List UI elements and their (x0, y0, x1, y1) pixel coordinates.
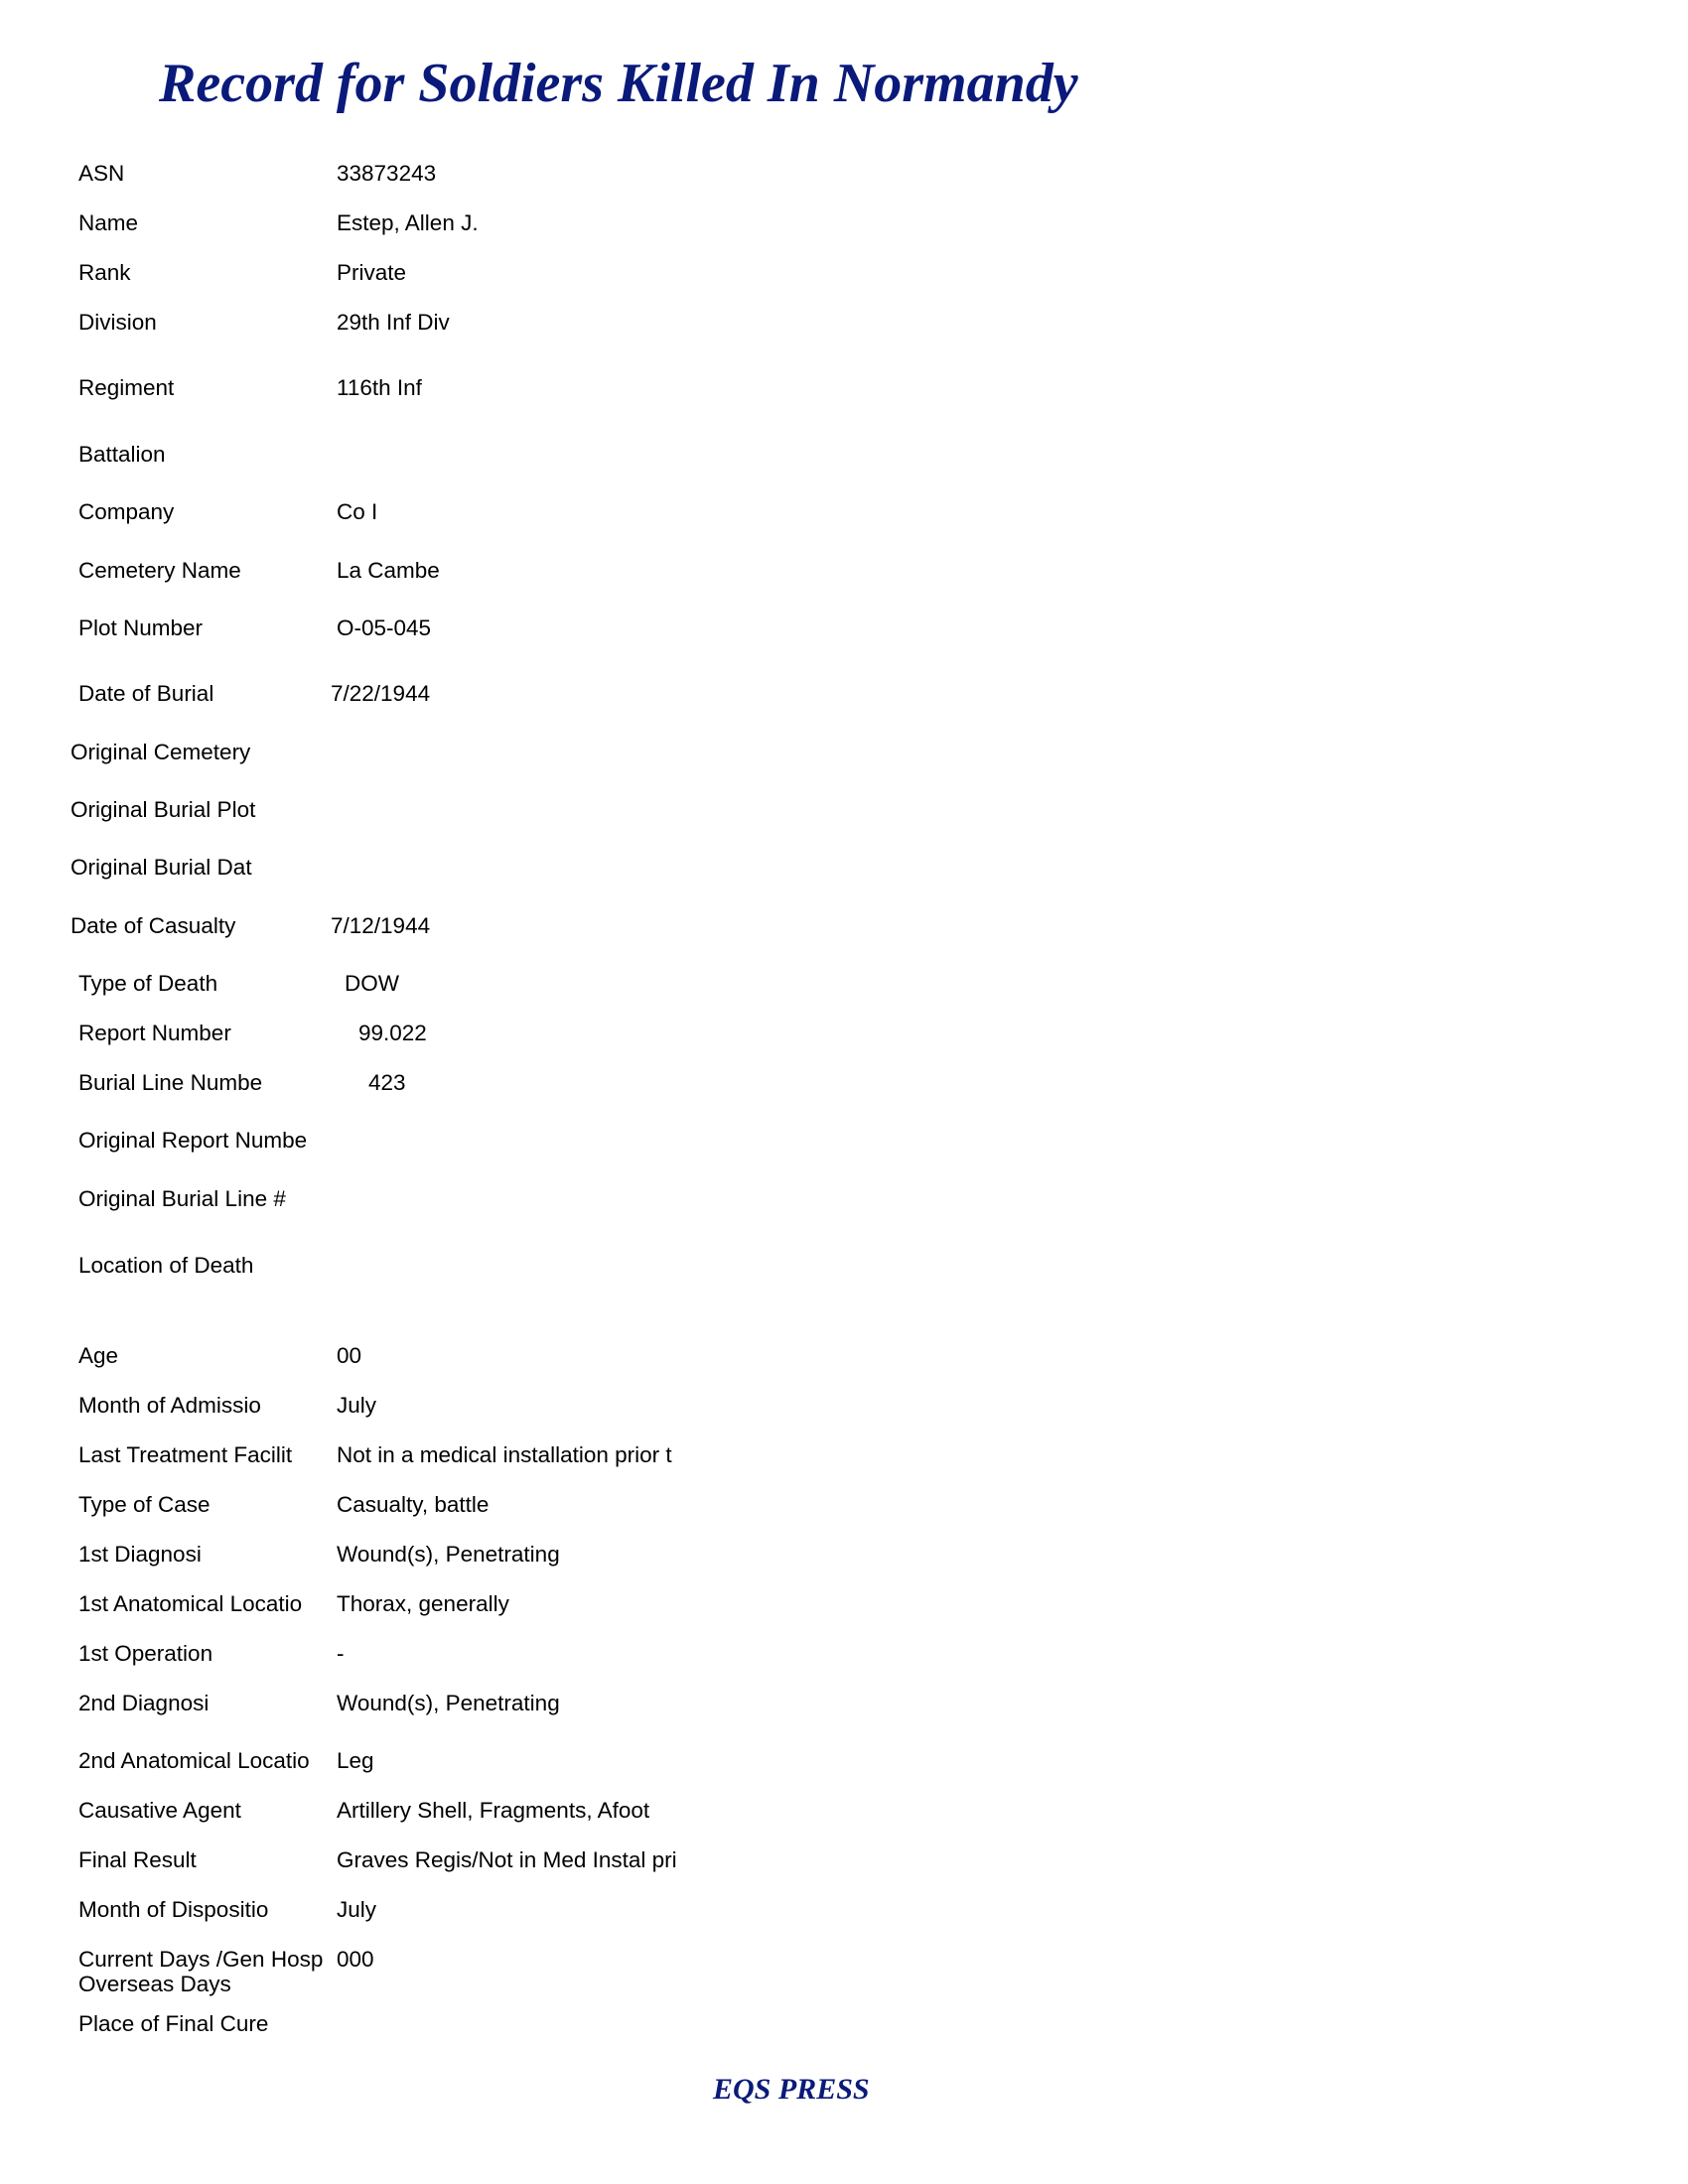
last-treatment-facility-value: Not in a medical installation prior t (337, 1442, 672, 1467)
current-days-gen-hosp-value: 000 (337, 1947, 374, 1972)
type-of-case-label: Type of Case (78, 1492, 211, 1517)
current-days-gen-hosp-label: Current Days /Gen Hosp (78, 1947, 324, 1972)
causative-agent-value: Artillery Shell, Fragments, Afoot (337, 1798, 650, 1823)
company-label: Company (78, 499, 175, 524)
second-diagnosis-value: Wound(s), Penetrating (337, 1691, 560, 1715)
first-anatomical-location-value: Thorax, generally (337, 1591, 509, 1616)
name-value: Estep, Allen J. (337, 210, 479, 235)
publisher-footer: EQS PRESS (713, 2073, 870, 2106)
age-value: 00 (337, 1343, 362, 1368)
month-of-admission-label: Month of Admissio (78, 1393, 261, 1418)
first-operation-value: - (337, 1641, 345, 1666)
division-value: 29th Inf Div (337, 310, 450, 335)
type-of-case-value: Casualty, battle (337, 1492, 490, 1517)
battalion-label: Battalion (78, 442, 166, 467)
first-diagnosis-label: 1st Diagnosi (78, 1542, 202, 1567)
asn-value: 33873243 (337, 161, 437, 186)
date-of-casualty-label: Date of Casualty (70, 913, 236, 938)
overseas-days-label: Overseas Days (78, 1972, 231, 1996)
cemetery-name-label: Cemetery Name (78, 558, 241, 583)
plot-number-value: O-05-045 (337, 615, 432, 640)
age-label: Age (78, 1343, 119, 1368)
cemetery-name-value: La Cambe (337, 558, 440, 583)
location-of-death-label: Location of Death (78, 1253, 254, 1278)
month-of-admission-value: July (337, 1393, 377, 1418)
asn-label: ASN (78, 161, 125, 186)
original-burial-line-label: Original Burial Line # (78, 1186, 286, 1211)
report-number-label: Report Number (78, 1021, 231, 1045)
rank-label: Rank (78, 260, 131, 285)
month-of-disposition-value: July (337, 1897, 377, 1922)
regiment-label: Regiment (78, 375, 175, 400)
final-result-label: Final Result (78, 1847, 197, 1872)
final-result-value: Graves Regis/Not in Med Instal pri (337, 1847, 677, 1872)
original-burial-plot-label: Original Burial Plot (70, 797, 256, 822)
company-value: Co I (337, 499, 378, 524)
first-anatomical-location-label: 1st Anatomical Locatio (78, 1591, 303, 1616)
original-report-number-label: Original Report Numbe (78, 1128, 308, 1153)
date-of-casualty-value: 7/12/1944 (331, 913, 431, 938)
rank-value: Private (337, 260, 407, 285)
name-label: Name (78, 210, 139, 235)
second-diagnosis-label: 2nd Diagnosi (78, 1691, 210, 1715)
last-treatment-facility-label: Last Treatment Facilit (78, 1442, 293, 1467)
original-cemetery-label: Original Cemetery (70, 740, 251, 764)
first-diagnosis-value: Wound(s), Penetrating (337, 1542, 560, 1567)
type-of-death-label: Type of Death (78, 971, 218, 996)
month-of-disposition-label: Month of Dispositio (78, 1897, 269, 1922)
date-of-burial-label: Date of Burial (78, 681, 214, 706)
first-operation-label: 1st Operation (78, 1641, 213, 1666)
second-anatomical-location-label: 2nd Anatomical Locatio (78, 1748, 310, 1773)
report-number-value: 99.022 (358, 1021, 427, 1045)
regiment-value: 116th Inf (337, 375, 422, 400)
plot-number-label: Plot Number (78, 615, 204, 640)
type-of-death-value: DOW (345, 971, 399, 996)
second-anatomical-location-value: Leg (337, 1748, 374, 1773)
date-of-burial-value: 7/22/1944 (331, 681, 431, 706)
burial-line-number-value: 423 (368, 1070, 406, 1095)
burial-line-number-label: Burial Line Numbe (78, 1070, 263, 1095)
causative-agent-label: Causative Agent (78, 1798, 241, 1823)
document-title: Record for Soldiers Killed In Normandy (159, 53, 1078, 114)
place-of-final-cure-label: Place of Final Cure (78, 2011, 269, 2036)
division-label: Division (78, 310, 157, 335)
original-burial-date-label: Original Burial Dat (70, 855, 252, 880)
